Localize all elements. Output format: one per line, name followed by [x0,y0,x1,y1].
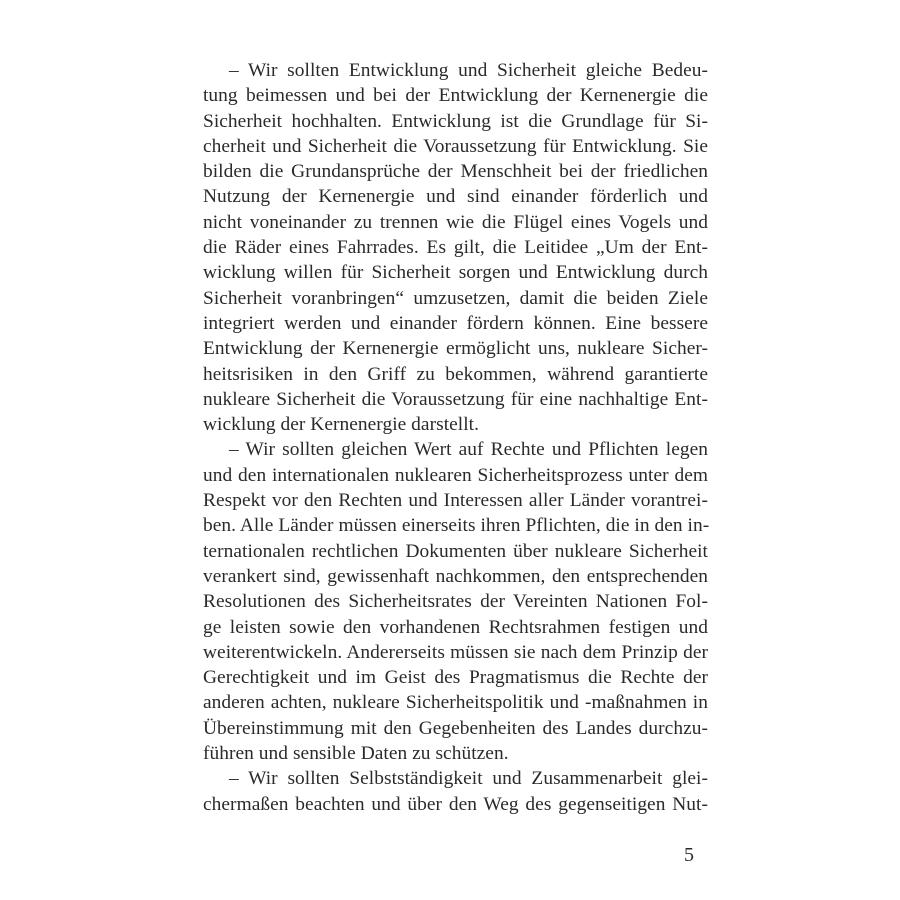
text-line: weiterentwickeln. Andererseits müssen sie nach dem Prinzip der [203,641,708,663]
text-line: bilden die Grundansprüche der Menschheit bei der friedlichen [203,161,708,183]
text-line: Sicherheit hochhalten. Entwicklung ist die Grundlage für Si- [203,110,708,132]
text-line: tung beimessen und bei der Entwicklung der Kernenergie die [203,85,708,107]
text-line: – Wir sollten Selbstständigkeit und Zusammenarbeit glei- [229,768,708,790]
text-line: nukleare Sicherheit die Voraussetzung für eine nachhaltige Ent- [203,388,708,410]
text-line: führen und sensible Daten zu schützen. [203,743,509,765]
text-line: heitsrisiken in den Griff zu bekommen, während garantierte [203,363,708,385]
text-line: – Wir sollten Entwicklung und Sicherheit gleiche Bedeu- [229,60,708,81]
text-line: nicht voneinander zu trennen wie die Flügel eines Vogels und [203,211,708,233]
text-line: Gerechtigkeit und im Geist des Pragmatismus die Rechte der [203,667,708,689]
text-line: wicklung der Kernenergie darstellt. [203,414,479,436]
text-line: Entwicklung der Kernenergie ermöglicht uns, nukleare Sicher- [203,338,708,360]
text-line: Sicherheit voranbringen“ umzusetzen, damit die beiden Ziele [203,287,708,309]
text-line: ternationalen rechtlichen Dokumenten über nukleare Sicherheit [203,540,708,562]
text-line: Resolutionen des Sicherheitsrates der Vereinten Nationen Fol- [203,591,708,613]
text-line: ge leisten sowie den vorhandenen Rechtsrahmen festigen und [203,616,708,638]
text-line: verankert sind, gewissenhaft nachkommen, den entsprechenden [203,565,708,587]
text-line: cherheit und Sicherheit die Voraussetzung für Entwicklung. Sie [203,135,708,157]
text-line: und den internationalen nuklearen Sicherheitsprozess unter dem [203,464,708,486]
text-line: die Räder eines Fahrrades. Es gilt, die Leitidee „Um der Ent- [203,237,708,259]
text-line: wicklung willen für Sicherheit sorgen und Entwicklung durch [203,262,708,284]
text-line: ben. Alle Länder müssen einerseits ihren Pflichten, die in den in- [203,515,710,537]
text-line: Übereinstimmung mit den Gegebenheiten des Landes durchzu- [203,717,708,739]
body-text [203,58,708,817]
text-line: integriert werden und einander fördern können. Eine bessere [203,312,708,334]
page-number: 5 [684,844,694,866]
text-line: anderen achten, nukleare Sicherheitspolitik und -maßnahmen in [203,692,708,714]
text-line: Respekt vor den Rechten und Interessen aller Länder vorantrei- [203,490,708,512]
text-line: – Wir sollten gleichen Wert auf Rechte und Pflichten legen [229,439,708,461]
text-line: chermaßen beachten und über den Weg des gegenseitigen Nut- [203,793,708,815]
text-line: Nutzung der Kernenergie und sind einander förderlich und [203,186,708,208]
